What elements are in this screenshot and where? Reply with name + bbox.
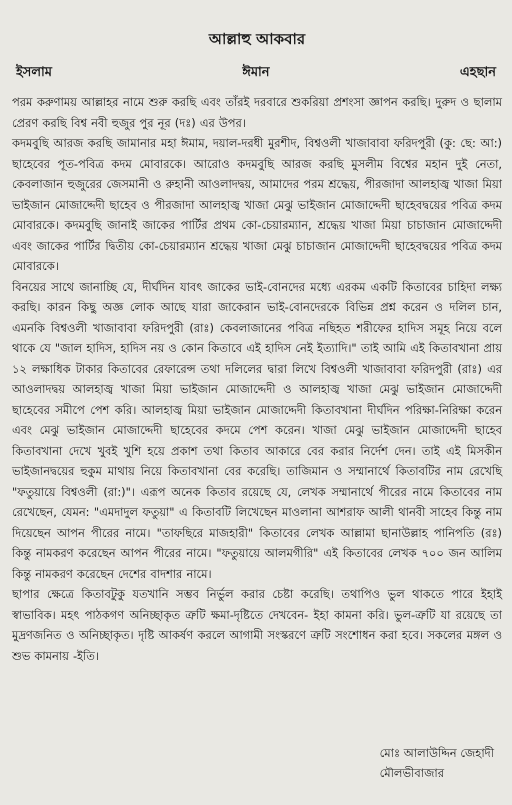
paragraph-invocation: পরম করুণাময় আল্লাহর নামে শুরু করছি এবং তাঁরই দরবারে শুকরিয়া প্রশংসা জ্ঞাপন করছি। দুরুদ ও ছালাম প্রেরণ করছি বিশ্ব নবী হুজুর পুর নূর (দঃ) এর উপর। [12,95,502,130]
paragraph-purpose: বিনয়ের সাথে জানাচ্ছি যে, দীর্ঘদিন যাবৎ জাকের ভাই-বোনদের মধ্যে এরকম একটি কিতাবের চাহিদা লক্ষ্য করছি। কারন কিছু অজ্ঞ লোক আছে যারা জাকেরান ভাই-বোনদেরকে বিভিন্ন প্রশ্ন করেন ও দলিল চান, এমনকি বিশ্বওলী খাজাবাবা ফরিদপুরী (রাঃ) কেবলাজানের পবিত্র নছিহত শরীফের হাদিস সমূহ নিয়ে বলে থাকে যে "জাল হাদিস, হাদিস নয় ও কোন কিতাবে এই হাদিস নেই ইত্যাদি।" তাই আমি এই কিতাবখানা প্রায় ১২ লক্ষাধিক টাকার কিতাবের রেফারেন্স তথা দলিলের দ্বারা লিখে বিশ্বওলী খাজাবাবা ফরিদপুরী (রাঃ) এর আওলাদদ্বয় আলহাজ্ব খাজা মিয়া ভাইজান মোজাদ্দেদী ও আলহাজ্ব খাজা মেঝু ভাইজান মোজাদ্দেদী ছাহেবের সমীপে পেশ করি। আলহাজ্ব মিয়া ভাইজান মোজাদ্দেদী কিতাবখানা দীর্ঘদিন পরিক্ষা-নিরিক্ষা করেন এবং মেঝু ভাইজান মোজাদ্দেদী ছাহেবের কদমে পেশ করেন। খাজা মেঝু ভাইজান মোজাদ্দেদী ছাহেব কিতাবখানা দেখে খুবই খুশি হয়ে প্রকাশ তথা কিতাব আকারে বের করার নির্দেশ দেন। তাই এই মিসকীন ভাইজানদ্বয়ের হুকুম মাথায় নিয়ে কিতাবখানা বের করেছি। তাজিমান ও সম্মানার্থে কিতাবটির নাম রেখেছি "ফতুয়ায়ে বিশ্বওলী (রা:)"। এরূপ অনেক কিতাব রয়েছে যে, লেখক সম্মানার্থে পীরের নামে কিতাবের নাম রেখেছেন, যেমন: "এমদাদুল ফতুয়া" এ কিতাবটি লিখেছেন মাওলানা আশরাফ আলী থানবী সাহেব কিন্তু নাম দিয়েছেন আপন পীরের নামে। "তাফছিরে মাজহারী" কিতাবের লেখক আল্লামা ছানাউল্লাহ পানিপতি (রঃ) কিন্তু নামকরণ করেছেন আপন পীরের নামে। "ফতুয়ায়ে আলমগীরি" এই কিতাবের লেখক ৭০০ জন আলিম কিন্তু নামকরণ করেছেন দেশের বাদশার নামে। [12,279,502,581]
subheader-left: ইসলাম [16,65,53,80]
subheader-center: ঈমান [242,65,270,80]
paragraph-salutation: কদমবুছি আরজ করছি জামানার মহা ঈমাম, দয়াল-দরধী মুরশীদ, বিশ্বওলী খাজাবাবা ফরিদপুরী (কু: ছে: আ:) ছাহেবের পূত-পবিত্র কদম মোবারকে। আরোও কদমবুছি আরজ করছি মুসলীম বিশ্বের মহান দুই নেতা, কেবলাজান হুজুরের জেসমানী ও রুহানী আওলাদদ্বয়, আমাদের পরম শ্রদ্ধেয়, পীরজাদা আলহাজ্ব খাজা মিয়া ভাইজান মোজাদ্দেদী ছাহেব ও পীরজাদা আলহাজ্ব খাজা মেঝু ভাইজান মোজাদ্দেদী ছাহেবদ্বয়ের পবিত্র কদম মোবারকে। কদমবুছি জানাই জাকের পার্টির প্রথম কো-চেয়ারম্যান, শ্রদ্ধেয় খাজা মিয়া চাচাজান মোজাদ্দেদী এবং জাকের পার্টির দ্বিতীয় কো-চেয়ারম্যান শ্রদ্ধেয় খাজা মেঝু চাচাজান মোজাদ্দেদী ছাহেবদ্বয়ের পবিত্র কদম মোবারকে। [12,136,502,273]
page-title: আল্লাহু আকবার [208,30,306,48]
subheader-row [16,63,496,84]
signature-place: মৌলভীবাজার [379,766,445,780]
paragraph-closing: ছাপার ক্ষেত্রে কিতাবটুকু যতখানি সম্ভব নির্ভুল করার চেষ্টা করেছি। তথাপিও ভুল থাকতে পারে ইহাই স্বাভাবিক। মহৎ পাঠকগণ অনিচ্ছাকৃত ত্রুটি ক্ষমা-দৃষ্টিতে দেখবেন- ইহা কামনা করি। ভুল-ত্রুটি যা রয়েছে তা মুদ্রণজনিত ও অনিচ্ছাকৃত। দৃষ্টি আকর্ষণ করলে আগামী সংস্করণে ত্রুটি সংশোধন করা হবে। সকলের মঙ্গল ও শুভ কামনায় -ইতি। [12,587,502,663]
subheader-right: এহছান [459,65,496,80]
document-body [12,92,502,666]
signature-block [380,743,494,783]
signature-name: মোঃ আলাউদ্দিন জেহাদী [379,746,494,760]
